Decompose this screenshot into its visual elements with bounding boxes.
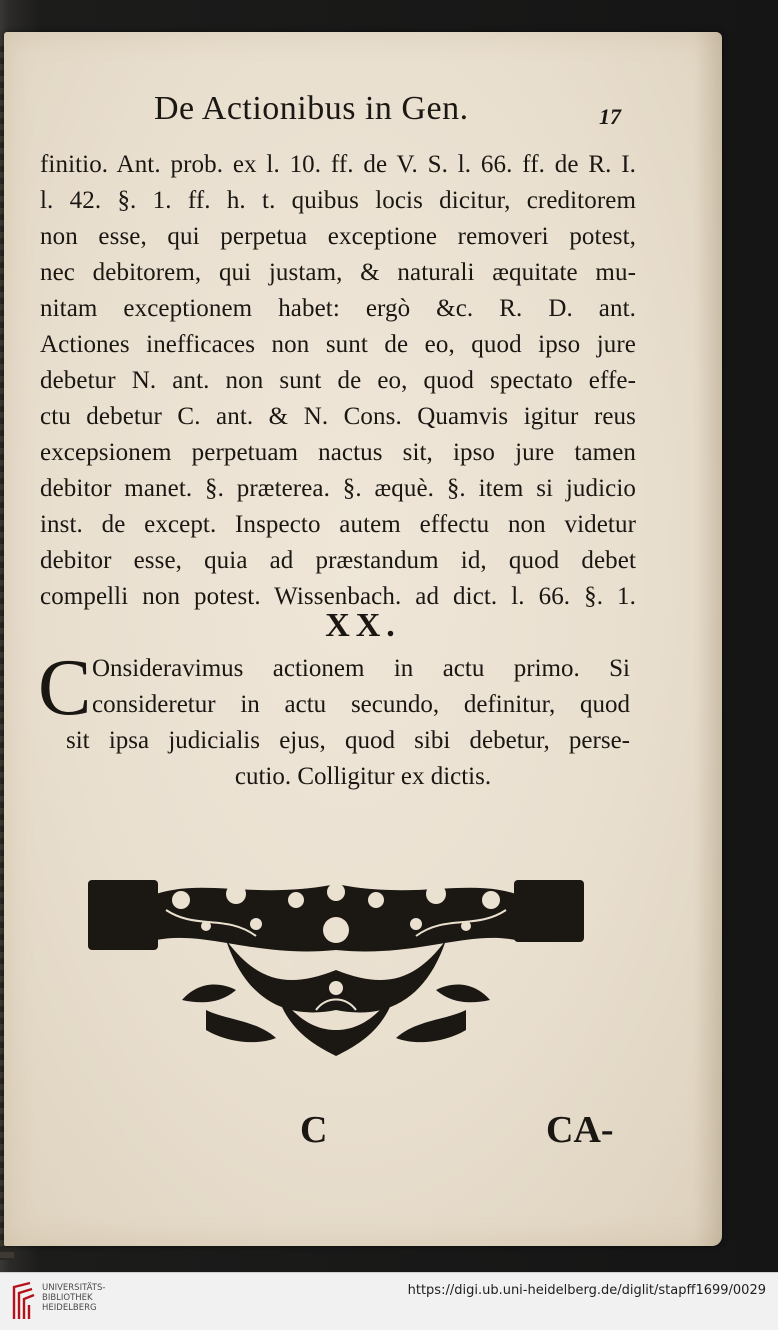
text-line: consideretur in actu secundo, definitur, quod [92,691,630,718]
document-url[interactable]: https://digi.ub.uni-heidelberg.de/diglit/stapff1699/0029 [407,1283,766,1298]
text-line: excepsionem perpetuam nactus sit, ipso jure tamen [40,439,636,466]
catchword: CA- [546,1109,614,1151]
text-line: sit ipsa judicialis ejus, quod sibi debetur, perse- [66,727,630,754]
text-line: inst. de except. Inspecto autem effectu non videtur [40,511,636,538]
text-line: non esse, qui perpetua exceptione removeri potest, [40,223,636,250]
signature-mark: C [300,1109,328,1151]
text-line: cutio. Colligitur ex dictis. [234,763,492,790]
library-name-line: BIBLIOTHEK [42,1293,93,1303]
section-number: XX. [325,607,401,644]
text-line: debetur N. ant. non sunt de eo, quod spectato effe- [40,367,636,394]
text-line: l. 42. §. 1. ff. h. t. quibus locis dicitur, creditorem [40,187,636,214]
university-library-logo-icon [10,1281,36,1321]
text-line: Actiones inefficaces non sunt de eo, quod ipso jure [40,331,636,358]
book-page [4,32,722,1246]
library-name-line: HEIDELBERG [42,1303,97,1313]
library-name [42,1283,132,1313]
text-line: ctu debetur C. ant. & N. Cons. Quamvis igitur reus [40,403,636,430]
text-line: compelli non potest. Wissenbach. ad dict. l. 66. §. 1. [40,583,636,610]
text-line: nec debitorem, qui justam, & naturali æquitate mu- [40,259,636,286]
floral-ornament [86,870,586,1056]
text-line: debitor esse, quia ad præstandum id, quod debet [40,547,636,574]
text-line: debitor manet. §. præterea. §. æquè. §. item si judicio [40,475,636,502]
text-line: nitam exceptionem habet: ergò &c. R. D. ant. [40,295,636,322]
page-number: 17 [599,104,621,129]
text-line: finitio. Ant. prob. ex l. 10. ff. de V. S. l. 66. ff. de R. I. [40,151,636,178]
library-name-line: UNIVERSITÄTS- [42,1283,106,1293]
drop-capital: C [38,644,92,732]
text-line: Onsideravimus actionem in actu primo. Si [92,655,630,682]
running-head: De Actionibus in Gen. [154,90,469,127]
